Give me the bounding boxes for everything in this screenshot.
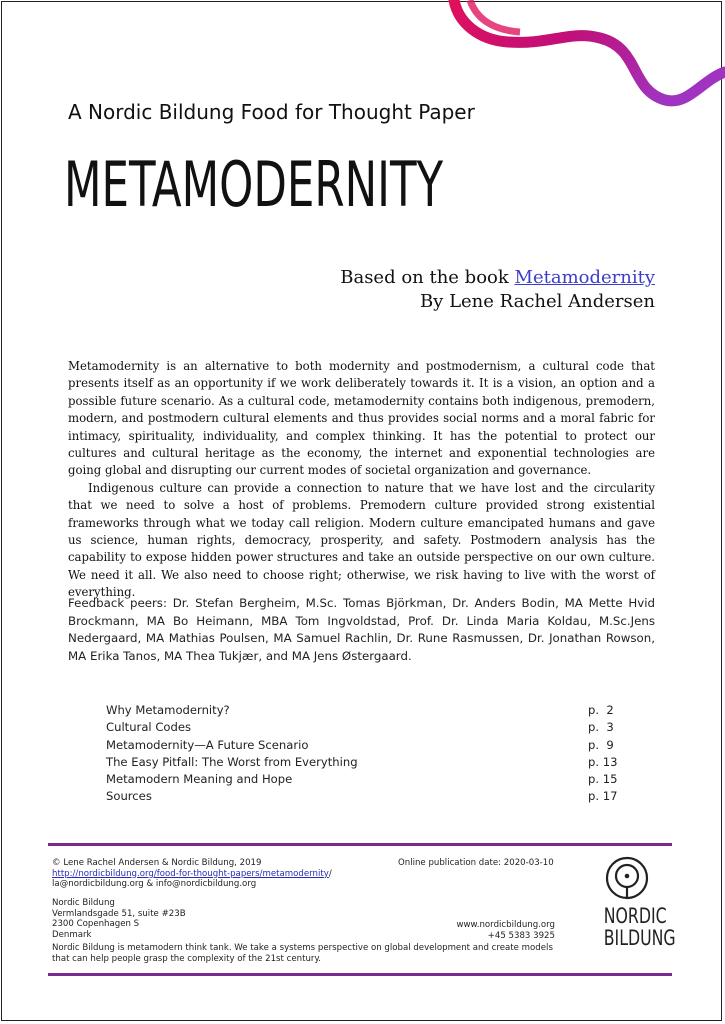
website[interactable]: www.nordicbildung.org <box>456 920 555 930</box>
abstract <box>68 358 655 602</box>
page-title: METAMODERNITY <box>64 148 444 221</box>
decorative-ribbon <box>440 0 725 115</box>
org-name: Nordic Bildung <box>52 898 115 908</box>
toc-entry[interactable] <box>106 719 612 736</box>
org-contact <box>456 920 555 941</box>
toc-page: p. 9 <box>588 737 614 752</box>
toc-entry[interactable] <box>106 788 618 805</box>
feedback-peers: Feedback peers: Dr. Stefan Bergheim, M.Sc. Tomas Björkman, Dr. Anders Bodin, MA Mette Hvid Brockmann, MA Bo Heimann, MBA Tom Ingvoldstad, Prof. Dr. Linda Maria Koldau, M.Sc.Jens Nedergaard, MA Mathias Poulsen, MA Samuel Rachlin, Dr. Rune Rasmussen, Dr. Jonathan Rowson, MA Erika Tanos, MA Thea Tukjær, and MA Jens Østergaard. <box>68 596 655 663</box>
paper-url-link[interactable]: http://nordicbildung.org/food-for-thought-papers/metamodernity <box>52 868 329 879</box>
copyright: © Lene Rachel Andersen & Nordic Bildung, 2019 <box>52 858 262 868</box>
toc-label: The Easy Pitfall: The Worst from Everything <box>106 754 358 769</box>
nordic-bildung-logo <box>596 855 676 950</box>
publication-date: Online publication date: 2020-03-10 <box>398 858 554 868</box>
author-line: By Lene Rachel Andersen <box>419 291 655 312</box>
based-on-prefix: Based on the book <box>340 267 515 288</box>
footer-copyright-block <box>52 858 332 890</box>
toc-page: p. 15 <box>588 772 618 787</box>
toc-label: Why Metamodernity? <box>106 703 230 717</box>
toc-label: Metamodernity—A Future Scenario <box>106 737 309 752</box>
logo-text-line-1: NORDIC <box>603 904 667 928</box>
address-country: Denmark <box>52 929 92 940</box>
footer-bottom-rule <box>48 973 672 976</box>
url-suffix: / <box>328 868 332 879</box>
toc-label: Sources <box>106 789 152 804</box>
phone: +45 5383 3925 <box>487 930 555 941</box>
book-link[interactable]: Metamodernity <box>514 267 655 288</box>
org-description: Nordic Bildung is metamodern think tank. We take a systems perspective on global development and create models that can help people grasp the complexity of the 21st century. <box>52 943 553 964</box>
toc-entry[interactable] <box>106 702 612 719</box>
abstract-paragraph-2: Indigenous culture can provide a connection to nature that we have lost and the circularity that we need to solve a host of problems. Premodern culture provided strong existential frameworks through what we today call religion. Modern culture emancipated humans and gave us science, human rights, democracy, prosperity, and safety. Postmodern analysis has the capability to expose hidden power structures and take an outside perspective on our own culture. We need it all. We also need to choose right; otherwise, we risk having to live with the worst of everything. <box>68 480 655 600</box>
abstract-paragraph-1: Metamodernity is an alternative to both modernity and postmodernism, a cultural code that presents itself as an opportunity if we work deliberately towards it. It is a vision, an option and a possible future scenario. As a cultural code, metamodernity contains both indigenous, premodern, modern, and postmodern cultural elements and thus provides social norms and a moral fabric for intimacy, spirituality, individuality, and complex thinking. It has the potential to protect our cultures and cultural heritage as the economy, the internet and exponential technologies are going global and disrupting our current modes of societal organization and governance. <box>68 359 655 478</box>
toc-page: p. 3 <box>588 720 614 735</box>
logo-emblem-icon <box>604 855 650 901</box>
toc-label: Cultural Codes <box>106 720 192 735</box>
toc-page: p. 17 <box>588 789 618 804</box>
toc-entry[interactable] <box>106 737 612 754</box>
org-address <box>52 898 186 940</box>
toc-page: p. 13 <box>588 754 618 769</box>
address-line-2: 2300 Copenhagen S <box>52 919 140 930</box>
toc-entry[interactable] <box>106 754 618 771</box>
toc-label: Metamodern Meaning and Hope <box>106 772 293 787</box>
paper-series-subtitle: A Nordic Bildung Food for Thought Paper <box>68 100 475 124</box>
table-of-contents <box>106 702 618 806</box>
contact-emails: la@nordicbildung.org & info@nordicbildung.org <box>52 879 257 890</box>
toc-entry[interactable] <box>106 771 618 788</box>
address-line-1: Vermlandsgade 51, suite #23B <box>52 908 186 919</box>
logo-text-line-2: BILDUNG <box>603 926 676 950</box>
toc-page: p. 2 <box>588 703 614 717</box>
footer-top-rule <box>48 843 672 846</box>
book-reference <box>340 266 655 314</box>
